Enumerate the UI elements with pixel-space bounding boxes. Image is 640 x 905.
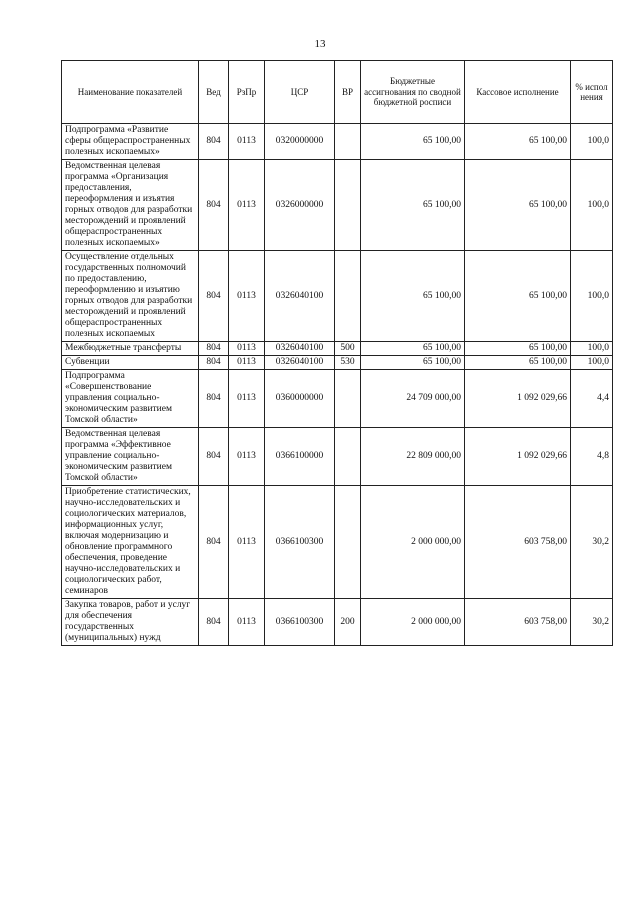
cell-cash-execution: 65 100,00	[465, 342, 571, 356]
cell-assignments: 2 000 000,00	[361, 599, 465, 646]
cell-vr: 500	[335, 342, 361, 356]
cell-rzpr: 0113	[229, 251, 265, 342]
cell-assignments: 65 100,00	[361, 251, 465, 342]
header-name: Наименование показателей	[62, 61, 199, 124]
cell-rzpr: 0113	[229, 599, 265, 646]
cell-name: Межбюджетные трансферты	[62, 342, 199, 356]
cell-ved: 804	[199, 486, 229, 599]
table-row	[62, 160, 613, 251]
cell-csr: 0366100000	[265, 428, 335, 486]
cell-assignments: 65 100,00	[361, 356, 465, 370]
budget-table	[61, 60, 613, 646]
cell-percent: 100,0	[571, 356, 613, 370]
cell-csr: 0320000000	[265, 124, 335, 160]
table-row	[62, 370, 613, 428]
cell-csr: 0326040100	[265, 356, 335, 370]
cell-vr	[335, 124, 361, 160]
table-row	[62, 428, 613, 486]
cell-percent: 30,2	[571, 599, 613, 646]
cell-assignments: 24 709 000,00	[361, 370, 465, 428]
cell-vr	[335, 428, 361, 486]
cell-csr: 0360000000	[265, 370, 335, 428]
cell-assignments: 65 100,00	[361, 124, 465, 160]
cell-ved: 804	[199, 251, 229, 342]
cell-percent: 100,0	[571, 342, 613, 356]
cell-csr: 0366100300	[265, 599, 335, 646]
header-rzpr: РзПр	[229, 61, 265, 124]
table-row	[62, 251, 613, 342]
cell-rzpr: 0113	[229, 342, 265, 356]
cell-rzpr: 0113	[229, 124, 265, 160]
cell-cash-execution: 1 092 029,66	[465, 370, 571, 428]
cell-percent: 4,8	[571, 428, 613, 486]
cell-ved: 804	[199, 356, 229, 370]
header-assignments: Бюджетные ассигнования по сводной бюджетной росписи	[361, 61, 465, 124]
cell-ved: 804	[199, 599, 229, 646]
cell-percent: 100,0	[571, 124, 613, 160]
cell-percent: 100,0	[571, 160, 613, 251]
cell-assignments: 65 100,00	[361, 160, 465, 251]
table-header-row	[62, 61, 613, 124]
cell-name: Осуществление отдельных государственных полномочий по предоставлению, переоформлению и изъятию горных отводов для разработки месторождений и проявлений общераспространенных полезных ископаемых	[62, 251, 199, 342]
table-row	[62, 599, 613, 646]
cell-vr: 530	[335, 356, 361, 370]
cell-cash-execution: 65 100,00	[465, 251, 571, 342]
cell-cash-execution: 65 100,00	[465, 160, 571, 251]
page-number: 13	[314, 38, 326, 50]
cell-vr	[335, 370, 361, 428]
cell-percent: 100,0	[571, 251, 613, 342]
cell-percent: 4,4	[571, 370, 613, 428]
header-ved: Вед	[199, 61, 229, 124]
cell-name: Ведомственная целевая программа «Эффективное управление социально-экономическим развитием Томской области»	[62, 428, 199, 486]
cell-name: Приобретение статистических, научно-исследовательских и социологических материалов, информационных услуг, включая модернизацию и обновление программного обеспечения, проведение научно-исследовательских и социологических работ, семинаров	[62, 486, 199, 599]
cell-name: Подпрограмма «Развитие сферы общераспространенных полезных ископаемых»	[62, 124, 199, 160]
cell-rzpr: 0113	[229, 428, 265, 486]
cell-csr: 0366100300	[265, 486, 335, 599]
header-csr: ЦСР	[265, 61, 335, 124]
cell-rzpr: 0113	[229, 356, 265, 370]
cell-rzpr: 0113	[229, 160, 265, 251]
cell-cash-execution: 1 092 029,66	[465, 428, 571, 486]
cell-vr	[335, 251, 361, 342]
cell-ved: 804	[199, 370, 229, 428]
cell-cash-execution: 65 100,00	[465, 356, 571, 370]
cell-ved: 804	[199, 428, 229, 486]
cell-cash-execution: 603 758,00	[465, 486, 571, 599]
cell-percent: 30,2	[571, 486, 613, 599]
cell-assignments: 2 000 000,00	[361, 486, 465, 599]
cell-vr: 200	[335, 599, 361, 646]
cell-ved: 804	[199, 342, 229, 356]
cell-name: Подпрограмма «Совершенствование управления социально-экономическим развитием Томской области»	[62, 370, 199, 428]
cell-name: Ведомственная целевая программа «Организация предоставления, переоформления и изъятия горных отводов для разработки месторождений и проявлений общераспространенных полезных ископаемых»	[62, 160, 199, 251]
cell-csr: 0326040100	[265, 251, 335, 342]
cell-name: Закупка товаров, работ и услуг для обеспечения государственных (муниципальных) нужд	[62, 599, 199, 646]
cell-vr	[335, 160, 361, 251]
cell-ved: 804	[199, 160, 229, 251]
table-row	[62, 486, 613, 599]
table-body	[62, 124, 613, 646]
table-row	[62, 342, 613, 356]
cell-ved: 804	[199, 124, 229, 160]
cell-rzpr: 0113	[229, 370, 265, 428]
cell-cash-execution: 603 758,00	[465, 599, 571, 646]
header-cash-execution: Кассовое исполнение	[465, 61, 571, 124]
cell-csr: 0326040100	[265, 342, 335, 356]
table-row	[62, 124, 613, 160]
cell-name: Субвенции	[62, 356, 199, 370]
cell-rzpr: 0113	[229, 486, 265, 599]
header-vr: ВР	[335, 61, 361, 124]
cell-cash-execution: 65 100,00	[465, 124, 571, 160]
header-percent: % испол нения	[571, 61, 613, 124]
cell-vr	[335, 486, 361, 599]
cell-assignments: 65 100,00	[361, 342, 465, 356]
table-row	[62, 356, 613, 370]
cell-assignments: 22 809 000,00	[361, 428, 465, 486]
cell-csr: 0326000000	[265, 160, 335, 251]
